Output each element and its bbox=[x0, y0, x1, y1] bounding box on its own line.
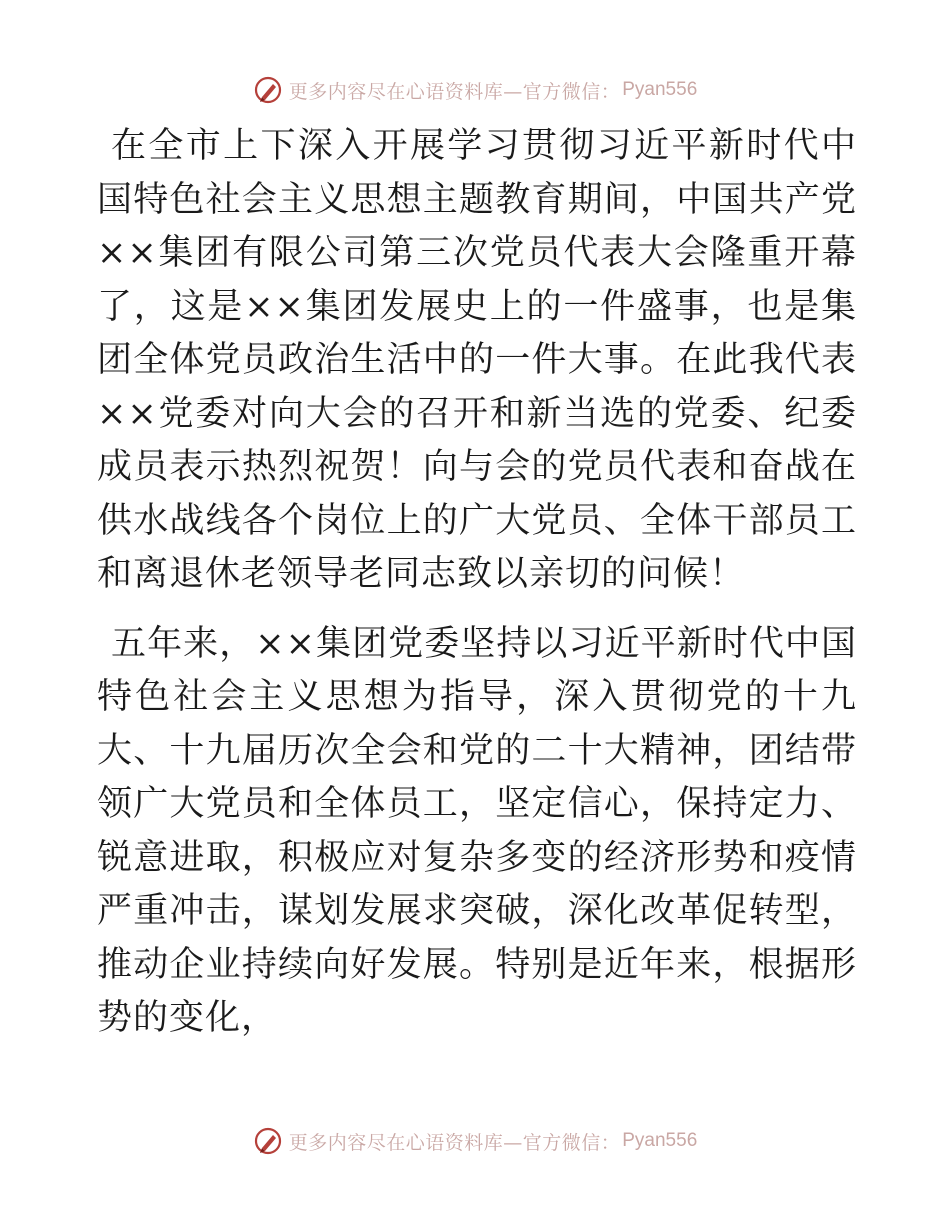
footer-watermark bbox=[0, 1123, 950, 1159]
header-watermark bbox=[0, 72, 950, 108]
watermark-wechat-id: Pyan556 bbox=[622, 79, 698, 100]
paragraph: 在全市上下深入开展学习贯彻习近平新时代中国特色社会主义思想主题教育期间，中国共产党××集团有限公司第三次党员代表大会隆重开幕了，这是××集团发展史上的一件盛事，也是集团全体党员政治生活中的一件大事。在此我代表××党委对向大会的召开和新当选的党委、纪委成员表示热烈祝贺！向与会的党员代表和奋战在供水战线各个岗位上的广大党员、全体干部员工和离退休老领导老同志致以亲切的问候！ bbox=[97, 126, 857, 594]
watermark-text: 更多内容尽在心语资料库—官方微信： bbox=[288, 80, 621, 103]
paragraph: 五年来，××集团党委坚持以习近平新时代中国特色社会主义思想为指导，深入贯彻党的十九大、十九届历次全会和党的二十大精神，团结带领广大党员和全体员工，坚定信心，保持定力、锐意进取，积极应对复杂多变的经济形势和疫情严重冲击，谋划发展求突破，深化改革促转型，推动企业持续向好发展。特别是近年来，根据形势的变化， bbox=[97, 623, 857, 1038]
watermark-text: 更多内容尽在心语资料库—官方微信： bbox=[288, 1131, 621, 1154]
pen-logo-icon bbox=[253, 1126, 283, 1156]
watermark-wechat-id: Pyan556 bbox=[622, 1130, 698, 1151]
document-body bbox=[97, 120, 857, 1046]
pen-logo-icon bbox=[253, 75, 283, 105]
